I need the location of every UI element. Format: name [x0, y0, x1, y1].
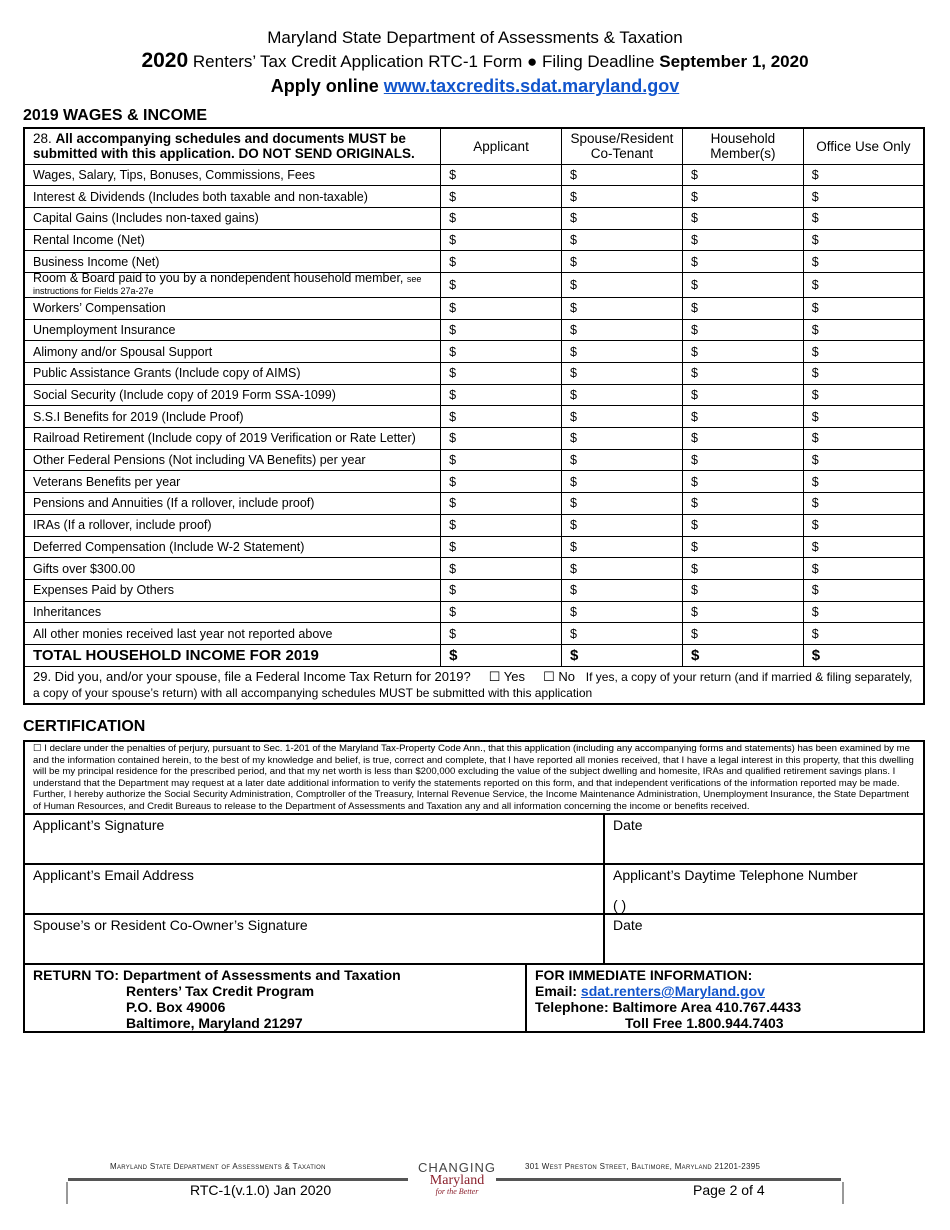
- apply-online-label: Apply online: [270, 76, 379, 96]
- form-title: [0, 49, 950, 74]
- income-row-label: [24, 272, 441, 297]
- total-amount-cell[interactable]: $: [441, 644, 562, 666]
- q29-no-checkbox[interactable]: ☐ No: [543, 668, 575, 684]
- income-row-label-text: Expenses Paid by Others: [33, 583, 175, 598]
- income-row: [24, 186, 924, 208]
- amount-cell[interactable]: $: [803, 251, 924, 273]
- amount-cell[interactable]: $: [803, 297, 924, 319]
- amount-cell[interactable]: $: [441, 319, 562, 341]
- income-row-label-text: Wages, Salary, Tips, Bonuses, Commissions, Fees: [33, 167, 316, 182]
- amount-cell[interactable]: $: [561, 536, 682, 558]
- income-row-label-text: Unemployment Insurance: [33, 322, 176, 337]
- income-row-label: [24, 406, 441, 428]
- q28-number: 28.: [33, 131, 52, 147]
- amount-cell[interactable]: $: [803, 406, 924, 428]
- amount-cell[interactable]: $: [803, 514, 924, 536]
- income-row-label-text: All other monies received last year not reported above: [33, 626, 333, 641]
- col-applicant: Applicant: [441, 128, 562, 164]
- applicant-date-label: Date: [613, 817, 643, 833]
- income-row: [24, 579, 924, 601]
- income-row-label-text: Veterans Benefits per year: [33, 474, 181, 489]
- phone-field[interactable]: [605, 865, 923, 913]
- income-row: [24, 493, 924, 515]
- income-row-label: [24, 558, 441, 580]
- amount-cell[interactable]: $: [561, 164, 682, 186]
- amount-cell[interactable]: $: [441, 272, 562, 297]
- return-line-1: RETURN TO: Department of Assessments and Taxation: [33, 967, 401, 983]
- col-household: Household Member(s): [682, 128, 803, 164]
- amount-cell[interactable]: $: [682, 536, 803, 558]
- amount-cell[interactable]: $: [561, 207, 682, 229]
- amount-cell[interactable]: $: [561, 623, 682, 645]
- income-row-label-text: Workers’ Compensation: [33, 301, 166, 316]
- income-row-label: [24, 428, 441, 450]
- amount-cell[interactable]: $: [682, 384, 803, 406]
- income-row: [24, 272, 924, 297]
- income-row-label: [24, 186, 441, 208]
- amount-cell[interactable]: $: [682, 558, 803, 580]
- amount-cell[interactable]: $: [803, 341, 924, 363]
- amount-cell[interactable]: $: [441, 406, 562, 428]
- income-row: [24, 406, 924, 428]
- income-row-label: [24, 319, 441, 341]
- amount-cell[interactable]: $: [803, 601, 924, 623]
- amount-cell[interactable]: $: [441, 514, 562, 536]
- page-footer: [40, 1158, 910, 1218]
- contact-row: [25, 865, 923, 915]
- income-row: [24, 164, 924, 186]
- income-row: [24, 449, 924, 471]
- phone-label: Applicant’s Daytime Telephone Number: [613, 867, 858, 883]
- income-row-label: [24, 623, 441, 645]
- spouse-signature-label: Spouse’s or Resident Co-Owner’s Signature: [33, 917, 308, 933]
- income-row-label: [24, 251, 441, 273]
- amount-cell[interactable]: $: [441, 558, 562, 580]
- logo-main-text: Maryland: [429, 1173, 485, 1188]
- email-field[interactable]: [25, 865, 605, 913]
- income-row: [24, 207, 924, 229]
- income-row: [24, 319, 924, 341]
- amount-cell[interactable]: $: [441, 579, 562, 601]
- amount-cell[interactable]: $: [561, 514, 682, 536]
- footer-rule-left: [68, 1178, 408, 1181]
- income-section-title: 2019 WAGES & INCOME: [23, 107, 208, 124]
- form-title-text: Renters’ Tax Credit Application RTC-1 Form ● Filing Deadline: [192, 52, 655, 71]
- page-header: [0, 0, 950, 98]
- footer-revision: RTC-1(v.1.0) Jan 2020: [190, 1182, 332, 1198]
- amount-cell[interactable]: $: [561, 493, 682, 515]
- total-amount-cell[interactable]: $: [561, 644, 682, 666]
- amount-cell[interactable]: $: [561, 384, 682, 406]
- amount-cell[interactable]: $: [682, 579, 803, 601]
- income-row-label-text: Gifts over $300.00: [33, 561, 136, 576]
- amount-cell[interactable]: $: [803, 272, 924, 297]
- immediate-info: [527, 965, 923, 1031]
- amount-cell[interactable]: $: [682, 229, 803, 251]
- amount-cell[interactable]: $: [441, 601, 562, 623]
- amount-cell[interactable]: $: [803, 536, 924, 558]
- amount-cell[interactable]: $: [561, 428, 682, 450]
- q29-yes-checkbox[interactable]: ☐ Yes: [488, 668, 525, 684]
- amount-cell[interactable]: $: [803, 471, 924, 493]
- logo-top-text: CHANGING: [417, 1160, 497, 1175]
- amount-cell[interactable]: $: [682, 514, 803, 536]
- amount-cell[interactable]: $: [441, 623, 562, 645]
- q28-header: [24, 128, 441, 164]
- income-row-label: [24, 449, 441, 471]
- amount-cell[interactable]: $: [682, 251, 803, 273]
- q29-note: If yes, a copy of your return (and if married & filing separately, a copy of your spouse’s return) with all accompanying schedules MUST be submitted with this application: [33, 669, 913, 700]
- filing-deadline: September 1, 2020: [659, 52, 809, 71]
- footer-agency: Maryland State Department of Assessments & Taxation: [110, 1162, 326, 1171]
- amount-cell[interactable]: $: [441, 186, 562, 208]
- income-row: [24, 514, 924, 536]
- info-email-link[interactable]: sdat.renters@Maryland.gov: [580, 983, 765, 999]
- spouse-date-label: Date: [613, 917, 643, 933]
- amount-cell[interactable]: $: [441, 384, 562, 406]
- income-row-label: [24, 579, 441, 601]
- amount-cell[interactable]: $: [682, 449, 803, 471]
- income-row: [24, 229, 924, 251]
- amount-cell[interactable]: $: [803, 319, 924, 341]
- income-row: [24, 341, 924, 363]
- amount-cell[interactable]: $: [441, 363, 562, 385]
- amount-cell[interactable]: $: [682, 471, 803, 493]
- income-row: [24, 601, 924, 623]
- amount-cell[interactable]: $: [682, 406, 803, 428]
- income-row-label: [24, 601, 441, 623]
- amount-cell[interactable]: $: [441, 251, 562, 273]
- amount-cell[interactable]: $: [803, 493, 924, 515]
- applicant-date-field[interactable]: [605, 815, 923, 863]
- income-row: [24, 558, 924, 580]
- footer-page-number: Page 2 of 4: [693, 1182, 765, 1198]
- form-year: 2020: [141, 49, 189, 72]
- amount-cell[interactable]: $: [803, 229, 924, 251]
- return-address: [25, 965, 527, 1031]
- income-row-label-text: IRAs (If a rollover, include proof): [33, 518, 212, 533]
- amount-cell[interactable]: $: [561, 579, 682, 601]
- amount-cell[interactable]: $: [682, 207, 803, 229]
- income-row-label: [24, 207, 441, 229]
- income-row-label-text: S.S.I Benefits for 2019 (Include Proof): [33, 409, 244, 424]
- email-label: Applicant’s Email Address: [33, 867, 194, 883]
- applicant-signature-field[interactable]: [25, 815, 605, 863]
- info-toll-free: Toll Free 1.800.944.7403: [625, 1015, 784, 1031]
- certification-declaration[interactable]: ☐ I declare under the penalties of perjury, pursuant to Sec. 1-201 of the Maryland Tax-Property Code Ann., that this application (including any accompanying forms and statements) has been examined by me and the information contained herein, to the best of my knowledge and belief, is true, correct and complete, that I have reported all monies received, that I have a legal interest in this property, that this dwelling will be my principal residence for the prescribed period, and that my net worth is less than $200,000 excluding the value of the subject dwelling and homesite, IRAs and qualified retirement savings plans. I understand that the Department may request at a later date additional information to verify the statements reported on this form, and that independent verifications of the information reported may be made. Further, I hereby authorize the Social Security Administration, Comptroller of the Treasury, Internal Revenue Service, the Income Maintenance Administration, Unemployment Insurance, the State Department of Human Resources, and Credit Bureaus to release to the Department of Assessments and Taxation any and all information concerning the income or benefits received.: [25, 742, 923, 815]
- income-row: [24, 623, 924, 645]
- amount-cell[interactable]: $: [441, 449, 562, 471]
- income-row: [24, 297, 924, 319]
- q29-cell: [24, 666, 924, 704]
- income-row-label: [24, 493, 441, 515]
- amount-cell[interactable]: $: [561, 186, 682, 208]
- info-title: FOR IMMEDIATE INFORMATION:: [535, 967, 753, 983]
- income-row-label: [24, 341, 441, 363]
- applicant-signature-row: [25, 815, 923, 865]
- applicant-signature-label: Applicant’s Signature: [33, 817, 165, 833]
- income-row-label-text: Social Security (Include copy of 2019 Form SSA-1099): [33, 388, 336, 403]
- income-row-label-text: Deferred Compensation (Include W-2 Statement): [33, 539, 305, 554]
- amount-cell[interactable]: $: [803, 384, 924, 406]
- footer-address: 301 West Preston Street, Baltimore, Maryland 21201-2395: [525, 1162, 761, 1171]
- amount-cell[interactable]: $: [803, 207, 924, 229]
- amount-cell[interactable]: $: [561, 406, 682, 428]
- col-office: Office Use Only: [803, 128, 924, 164]
- info-email-label: Email:: [535, 983, 578, 999]
- agency-title: Maryland State Department of Assessments & Taxation: [267, 28, 683, 47]
- amount-cell[interactable]: $: [682, 164, 803, 186]
- income-row-label: [24, 363, 441, 385]
- amount-cell[interactable]: $: [561, 251, 682, 273]
- income-row-label-text: Other Federal Pensions (Not including VA Benefits) per year: [33, 453, 366, 468]
- income-row-label-text: Capital Gains (Includes non-taxed gains): [33, 211, 259, 226]
- amount-cell[interactable]: $: [561, 449, 682, 471]
- return-info-row: [25, 965, 923, 1031]
- income-row-label: [24, 536, 441, 558]
- amount-cell[interactable]: $: [803, 558, 924, 580]
- col-spouse: Spouse/Resident Co-Tenant: [561, 128, 682, 164]
- amount-cell[interactable]: $: [682, 319, 803, 341]
- amount-cell[interactable]: $: [441, 297, 562, 319]
- return-line-2: Renters’ Tax Credit Program: [126, 983, 315, 999]
- logo-sub-text: for the Better: [435, 1187, 479, 1196]
- spouse-signature-field[interactable]: [25, 915, 605, 963]
- income-row-label: [24, 384, 441, 406]
- amount-cell[interactable]: $: [803, 164, 924, 186]
- amount-cell[interactable]: $: [441, 493, 562, 515]
- info-email-line: [535, 983, 915, 999]
- amount-cell[interactable]: $: [682, 428, 803, 450]
- amount-cell[interactable]: $: [682, 297, 803, 319]
- total-amount-cell[interactable]: $: [682, 644, 803, 666]
- amount-cell[interactable]: $: [441, 536, 562, 558]
- spouse-signature-row: [25, 915, 923, 965]
- income-row: [24, 428, 924, 450]
- income-row-label-text: Railroad Retirement (Include copy of 2019 Verification or Rate Letter): [33, 431, 416, 446]
- apply-online-link[interactable]: www.taxcredits.sdat.maryland.gov: [383, 76, 680, 96]
- total-row: [24, 644, 924, 666]
- amount-cell[interactable]: $: [441, 341, 562, 363]
- income-row: [24, 536, 924, 558]
- total-amount-cell[interactable]: $: [803, 644, 924, 666]
- amount-cell[interactable]: $: [561, 297, 682, 319]
- amount-cell[interactable]: $: [682, 493, 803, 515]
- q28-text: All accompanying schedules and documents MUST be submitted with this application. DO NOT SEND ORIGINALS.: [33, 131, 415, 162]
- amount-cell[interactable]: $: [682, 341, 803, 363]
- amount-cell[interactable]: $: [561, 341, 682, 363]
- amount-cell[interactable]: $: [561, 558, 682, 580]
- amount-cell[interactable]: $: [682, 363, 803, 385]
- certification-box: [23, 740, 925, 1033]
- income-row-label: [24, 164, 441, 186]
- amount-cell[interactable]: $: [561, 272, 682, 297]
- phone-area-code: ( ): [613, 897, 627, 913]
- income-table: [23, 127, 925, 705]
- amount-cell[interactable]: $: [803, 186, 924, 208]
- amount-cell[interactable]: $: [682, 623, 803, 645]
- income-row-label-text: Pensions and Annuities (If a rollover, include proof): [33, 496, 315, 511]
- amount-cell[interactable]: $: [561, 471, 682, 493]
- amount-cell[interactable]: $: [682, 186, 803, 208]
- amount-cell[interactable]: $: [803, 363, 924, 385]
- income-row-label-text: Room & Board paid to you by a nondependent household member,: [33, 270, 404, 285]
- income-row-label: [24, 514, 441, 536]
- income-row-label-text: Inheritances: [33, 604, 102, 619]
- income-row: [24, 251, 924, 273]
- amount-cell[interactable]: $: [561, 229, 682, 251]
- income-row-label-text: Public Assistance Grants (Include copy of AIMS): [33, 366, 301, 381]
- amount-cell[interactable]: $: [441, 164, 562, 186]
- total-label: TOTAL HOUSEHOLD INCOME FOR 2019: [24, 644, 441, 666]
- amount-cell[interactable]: $: [561, 601, 682, 623]
- amount-cell[interactable]: $: [441, 207, 562, 229]
- spouse-date-field[interactable]: [605, 915, 923, 963]
- income-row: [24, 471, 924, 493]
- q29-question: 29. Did you, and/or your spouse, file a Federal Income Tax Return for 2019?: [33, 668, 471, 684]
- certification-section-title: CERTIFICATION: [23, 718, 146, 735]
- income-row: [24, 363, 924, 385]
- info-phone: Telephone: Baltimore Area 410.767.4433: [535, 999, 802, 1015]
- income-row-label: [24, 229, 441, 251]
- amount-cell[interactable]: $: [803, 579, 924, 601]
- income-row-label: [24, 297, 441, 319]
- amount-cell[interactable]: $: [561, 319, 682, 341]
- amount-cell[interactable]: $: [803, 449, 924, 471]
- amount-cell[interactable]: $: [441, 428, 562, 450]
- amount-cell[interactable]: $: [561, 363, 682, 385]
- amount-cell[interactable]: $: [682, 272, 803, 297]
- income-row-label-text: Alimony and/or Spousal Support: [33, 344, 213, 359]
- income-row: [24, 384, 924, 406]
- amount-cell[interactable]: $: [803, 428, 924, 450]
- return-line-4: Baltimore, Maryland 21297: [126, 1015, 303, 1031]
- amount-cell[interactable]: $: [441, 229, 562, 251]
- return-line-3: P.O. Box 49006: [126, 999, 226, 1015]
- footer-rule-right: [496, 1178, 841, 1181]
- amount-cell[interactable]: $: [803, 623, 924, 645]
- apply-online: [0, 74, 950, 98]
- income-row-label-text: Interest & Dividends (Includes both taxable and non-taxable): [33, 189, 368, 204]
- income-row-label-text: Business Income (Net): [33, 254, 160, 269]
- income-row-label: [24, 471, 441, 493]
- amount-cell[interactable]: $: [441, 471, 562, 493]
- income-row-label-text: Rental Income (Net): [33, 232, 145, 247]
- room-board-note: see instructions for Fields 27a-27e: [33, 273, 422, 296]
- amount-cell[interactable]: $: [682, 601, 803, 623]
- q29-row: [24, 666, 924, 704]
